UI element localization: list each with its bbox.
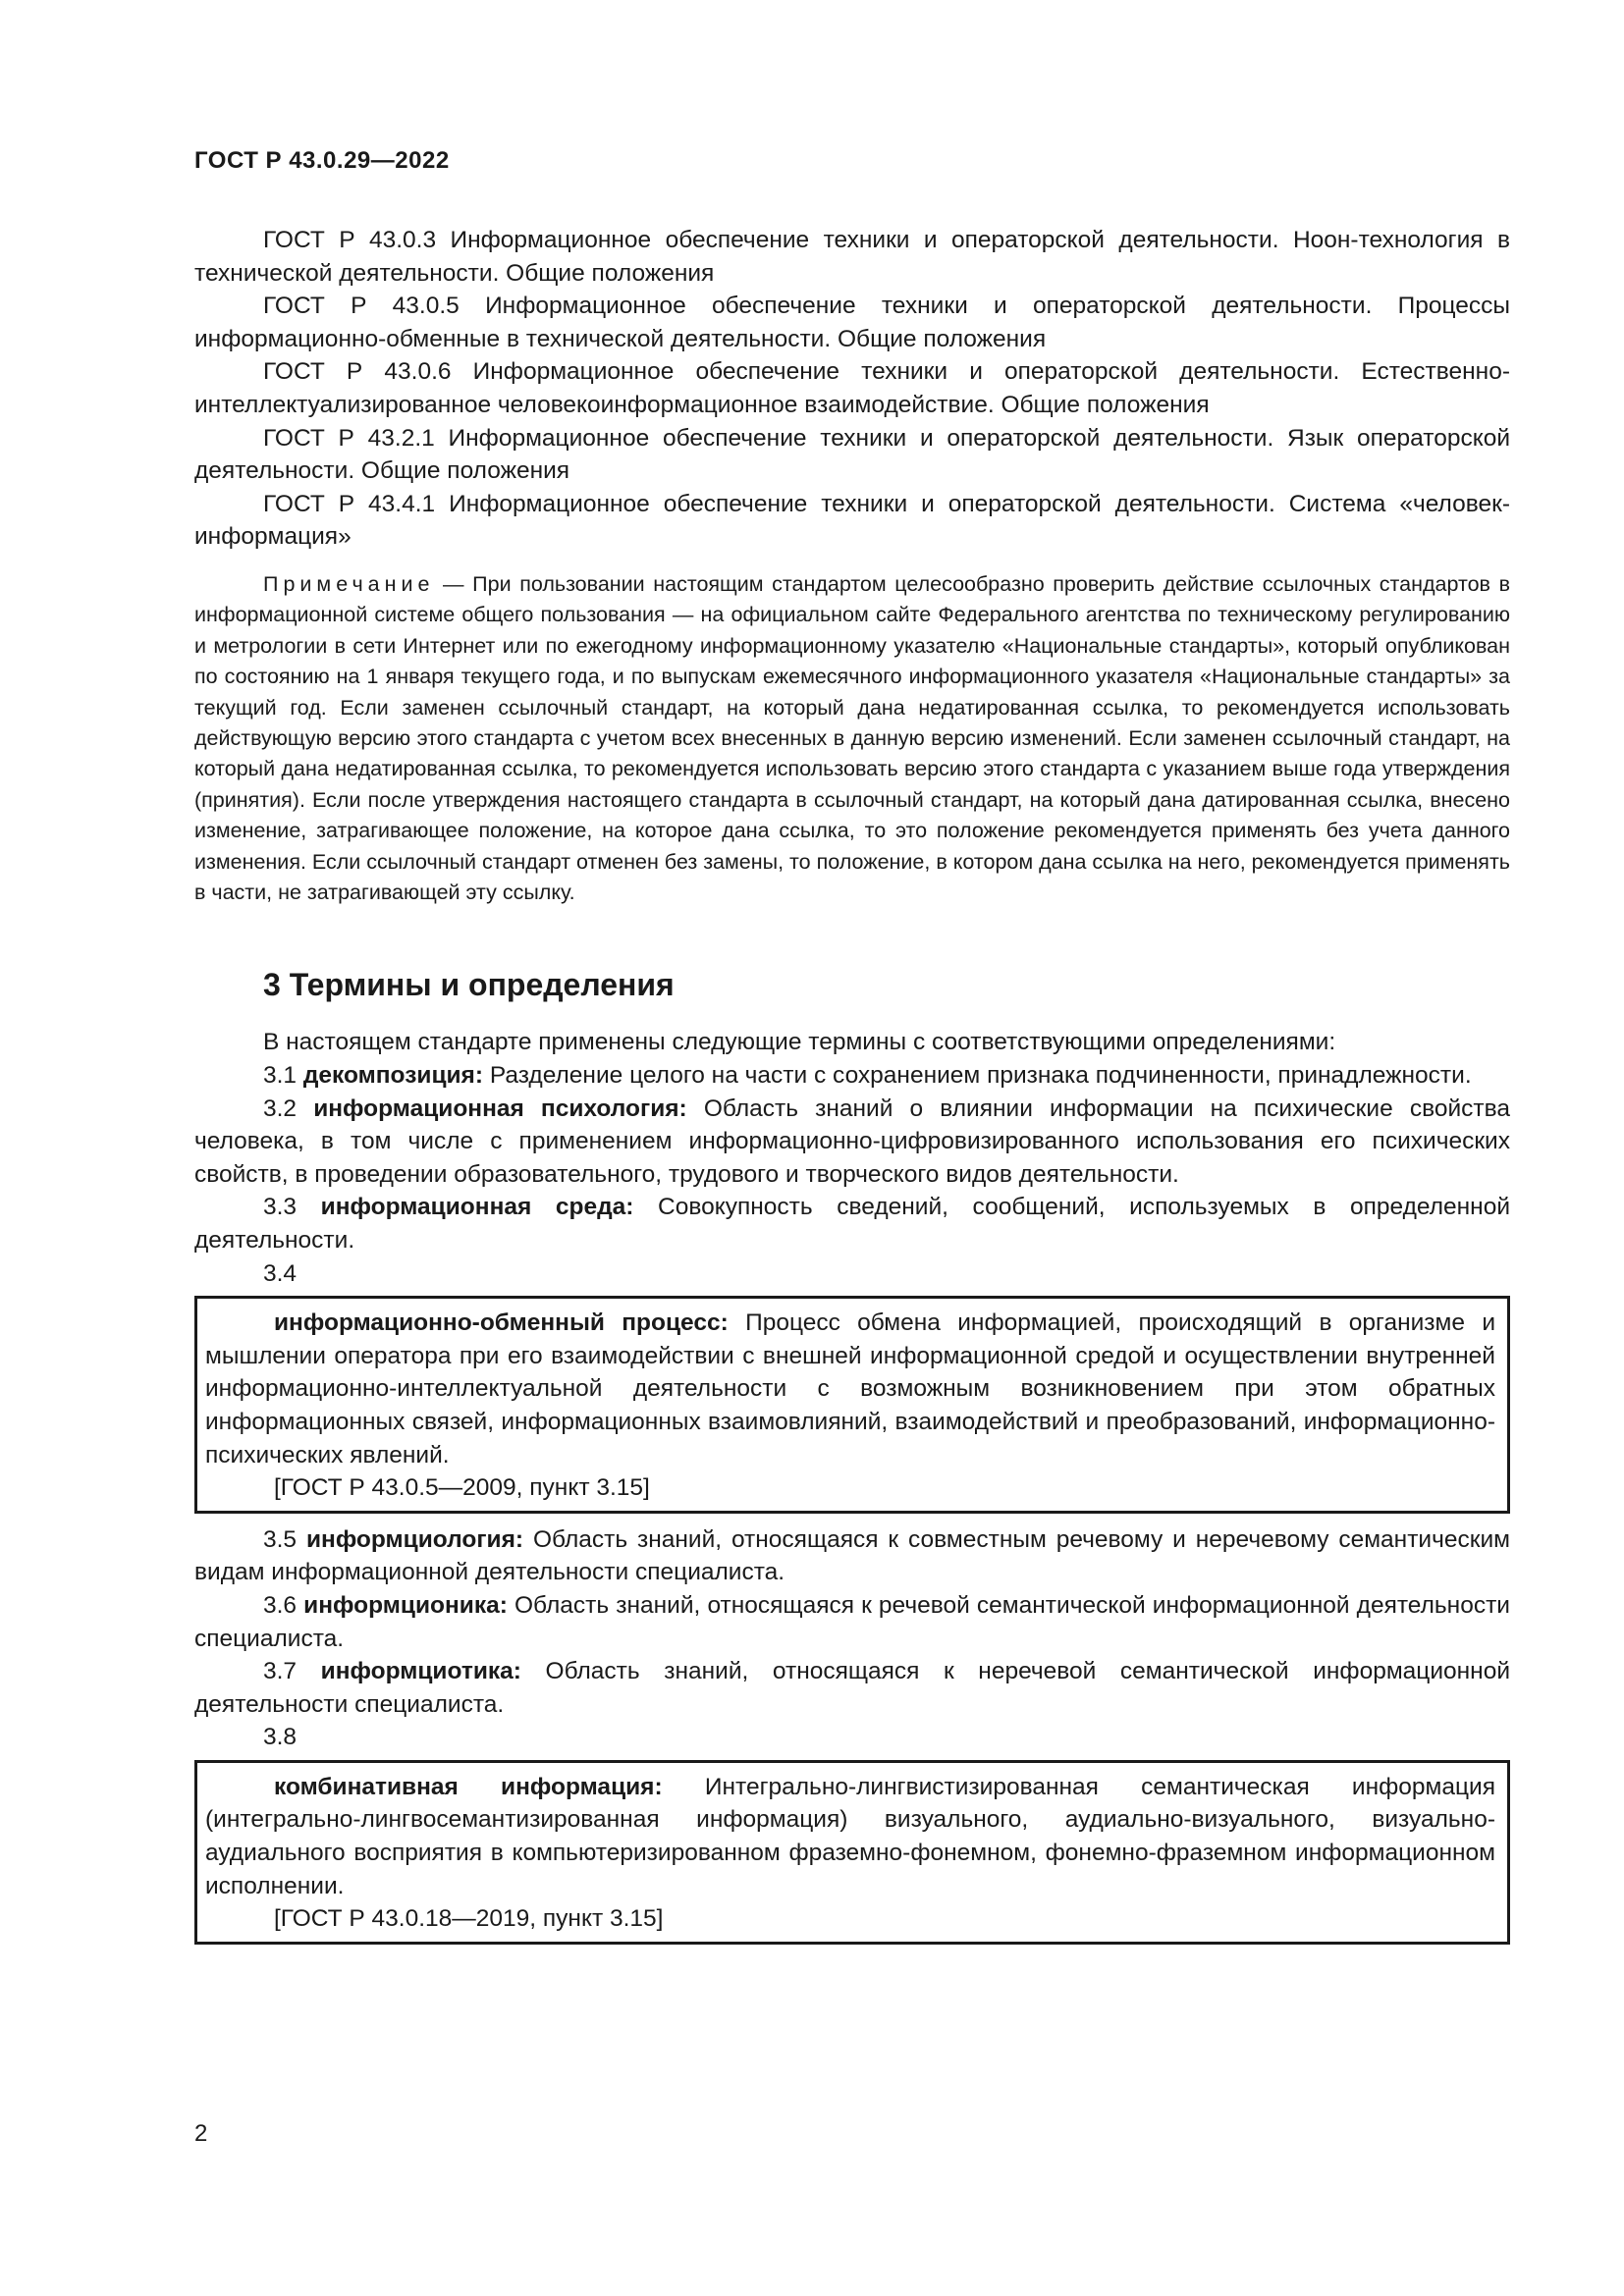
term-entry bbox=[194, 1059, 1510, 1093]
term-name: комбинативная информация: bbox=[274, 1773, 663, 1800]
term-definition: Область знаний о влиянии информации на психические свойства человека, в том числе с применением информационно-цифровизированного использования его психических свойств, в проведении образовательного, трудового и творческого видов деятельности. bbox=[194, 1095, 1510, 1188]
term-name: информциотика: bbox=[320, 1658, 521, 1685]
term-name: информационная среда: bbox=[320, 1194, 634, 1221]
term-name: информационная психология: bbox=[313, 1095, 687, 1122]
term-entry bbox=[205, 1771, 1495, 1902]
term-number: 3.4 bbox=[263, 1259, 298, 1287]
term-entry bbox=[205, 1307, 1495, 1471]
term-number: 3.6 bbox=[263, 1591, 298, 1619]
note-label: Примечание bbox=[263, 571, 435, 596]
document-header: ГОСТ Р 43.0.29—2022 bbox=[194, 147, 450, 174]
term-definition: Процесс обмена информацией, происходящий в организме и мышлении оператора при его взаимодействии с внешней информационной средой и осуществлении внутренней информационно-интеллектуальной деятельности с возможным возникновением при этом обратных информационных связей, информационных взаимовлияний, взаимодействий и преобразований, информационно-психических явлений. bbox=[205, 1309, 1495, 1468]
term-definition: Разделение целого на части с сохранением признака подчиненности, принадлежности. bbox=[483, 1062, 1472, 1089]
note-text: — При пользовании настоящим стандартом целесообразно проверить действие ссылочных стандартов в информационной системе общего пользования — на официальном сайте Федерального агентства по техническому регулированию и метрологии в сети Интернет или по ежегодному информационному указателю «Национальные стандарты», который опубликован по состоянию на 1 января текущего года, и по выпускам ежемесячного информационного указателя «Национальные стандарты» за текущий год. Если заменен ссылочный стандарт, на который дана недатированная ссылка, то рекомендуется использовать действующую версию этого стандарта с учетом всех внесенных в данную версию изменений. Если заменен ссылочный стандарт, на который дана недатированная ссылка, то рекомендуется использовать версию этого стандарта с указанием выше года утверждения (принятия). Если после утверждения настоящего стандарта в ссылочный стандарт, на который дана датированная ссылка, внесено изменение, затрагивающее положение, на которое дана ссылка, то это положение рекомендуется применять без учета данного изменения. Если ссылочный стандарт отменен без замены, то положение, в котором дана ссылка на него, рекомендуется применять в части, не затрагивающей эту ссылку. bbox=[194, 571, 1510, 904]
term-entry bbox=[194, 1655, 1510, 1721]
term-name: информационно-обменный процесс: bbox=[274, 1309, 729, 1337]
term-entry bbox=[194, 1523, 1510, 1589]
term-number: 3.5 bbox=[263, 1525, 298, 1553]
term-source: [ГОСТ Р 43.0.18—2019, пункт 3.15] bbox=[274, 1905, 664, 1933]
term-number: 3.8 bbox=[263, 1724, 298, 1751]
term-name: декомпозиция: bbox=[302, 1062, 484, 1089]
term-definition: Интегрально-лингвистизированная семантическая информация (интегрально-лингвосемантизированная информация) визуального, аудиально-визуального, визуально-аудиального восприятия в компьютеризированном фраземно-фонемном, фонемно-фраземном информационном исполнении. bbox=[205, 1773, 1495, 1899]
reference-item: ГОСТ Р 43.0.5 Информационное обеспечение техники и операторской деятельности. Процессы информационно-обменные в технической деятельности. Общие положения bbox=[194, 293, 1510, 352]
term-definition: Область знаний, относящаяся к речевой семантической информационной деятельности специалиста. bbox=[194, 1591, 1510, 1652]
term-number: 3.2 bbox=[263, 1095, 298, 1122]
term-definition: Область знаний, относящаяся к совместным речевому и неречевому семантическим видам информационной деятельности специалиста. bbox=[194, 1525, 1510, 1586]
reference-item: ГОСТ Р 43.0.3 Информационное обеспечение техники и операторской деятельности. Ноон-технология в технической деятельности. Общие положения bbox=[194, 227, 1510, 287]
document-body bbox=[194, 224, 1510, 1954]
term-number: 3.1 bbox=[263, 1062, 298, 1089]
term-number: 3.7 bbox=[263, 1658, 298, 1685]
term-entry bbox=[194, 1191, 1510, 1256]
quoted-term-box bbox=[194, 1760, 1510, 1945]
section-intro: В настоящем стандарте применены следующие термины с соответствующими определениями: bbox=[263, 1029, 1336, 1056]
reference-item: ГОСТ Р 43.0.6 Информационное обеспечение техники и операторской деятельности. Естественно-интеллектуализированное человекоинформационное взаимодействие. Общие положения bbox=[194, 358, 1510, 418]
term-name: информциология: bbox=[305, 1525, 524, 1553]
page-number: 2 bbox=[194, 2120, 208, 2147]
term-entry bbox=[194, 1589, 1510, 1655]
term-number: 3.3 bbox=[263, 1194, 298, 1221]
term-definition: Совокупность сведений, сообщений, используемых в определенной деятельности. bbox=[194, 1194, 1511, 1254]
term-name: информционика: bbox=[303, 1591, 508, 1619]
term-source: [ГОСТ Р 43.0.5—2009, пункт 3.15] bbox=[274, 1474, 650, 1502]
term-entry bbox=[194, 1093, 1510, 1192]
reference-item: ГОСТ Р 43.4.1 Информационное обеспечение техники и операторской деятельности. Система «человек-информация» bbox=[194, 490, 1510, 551]
quoted-term-box bbox=[194, 1296, 1510, 1514]
term-definition: Область знаний, относящаяся к неречевой семантической информационной деятельности специалиста. bbox=[194, 1658, 1510, 1718]
note-paragraph bbox=[194, 569, 1510, 908]
section-title: 3 Термины и определения bbox=[263, 967, 675, 1003]
reference-item: ГОСТ Р 43.2.1 Информационное обеспечение техники и операторской деятельности. Язык операторской деятельности. Общие положения bbox=[194, 424, 1510, 485]
